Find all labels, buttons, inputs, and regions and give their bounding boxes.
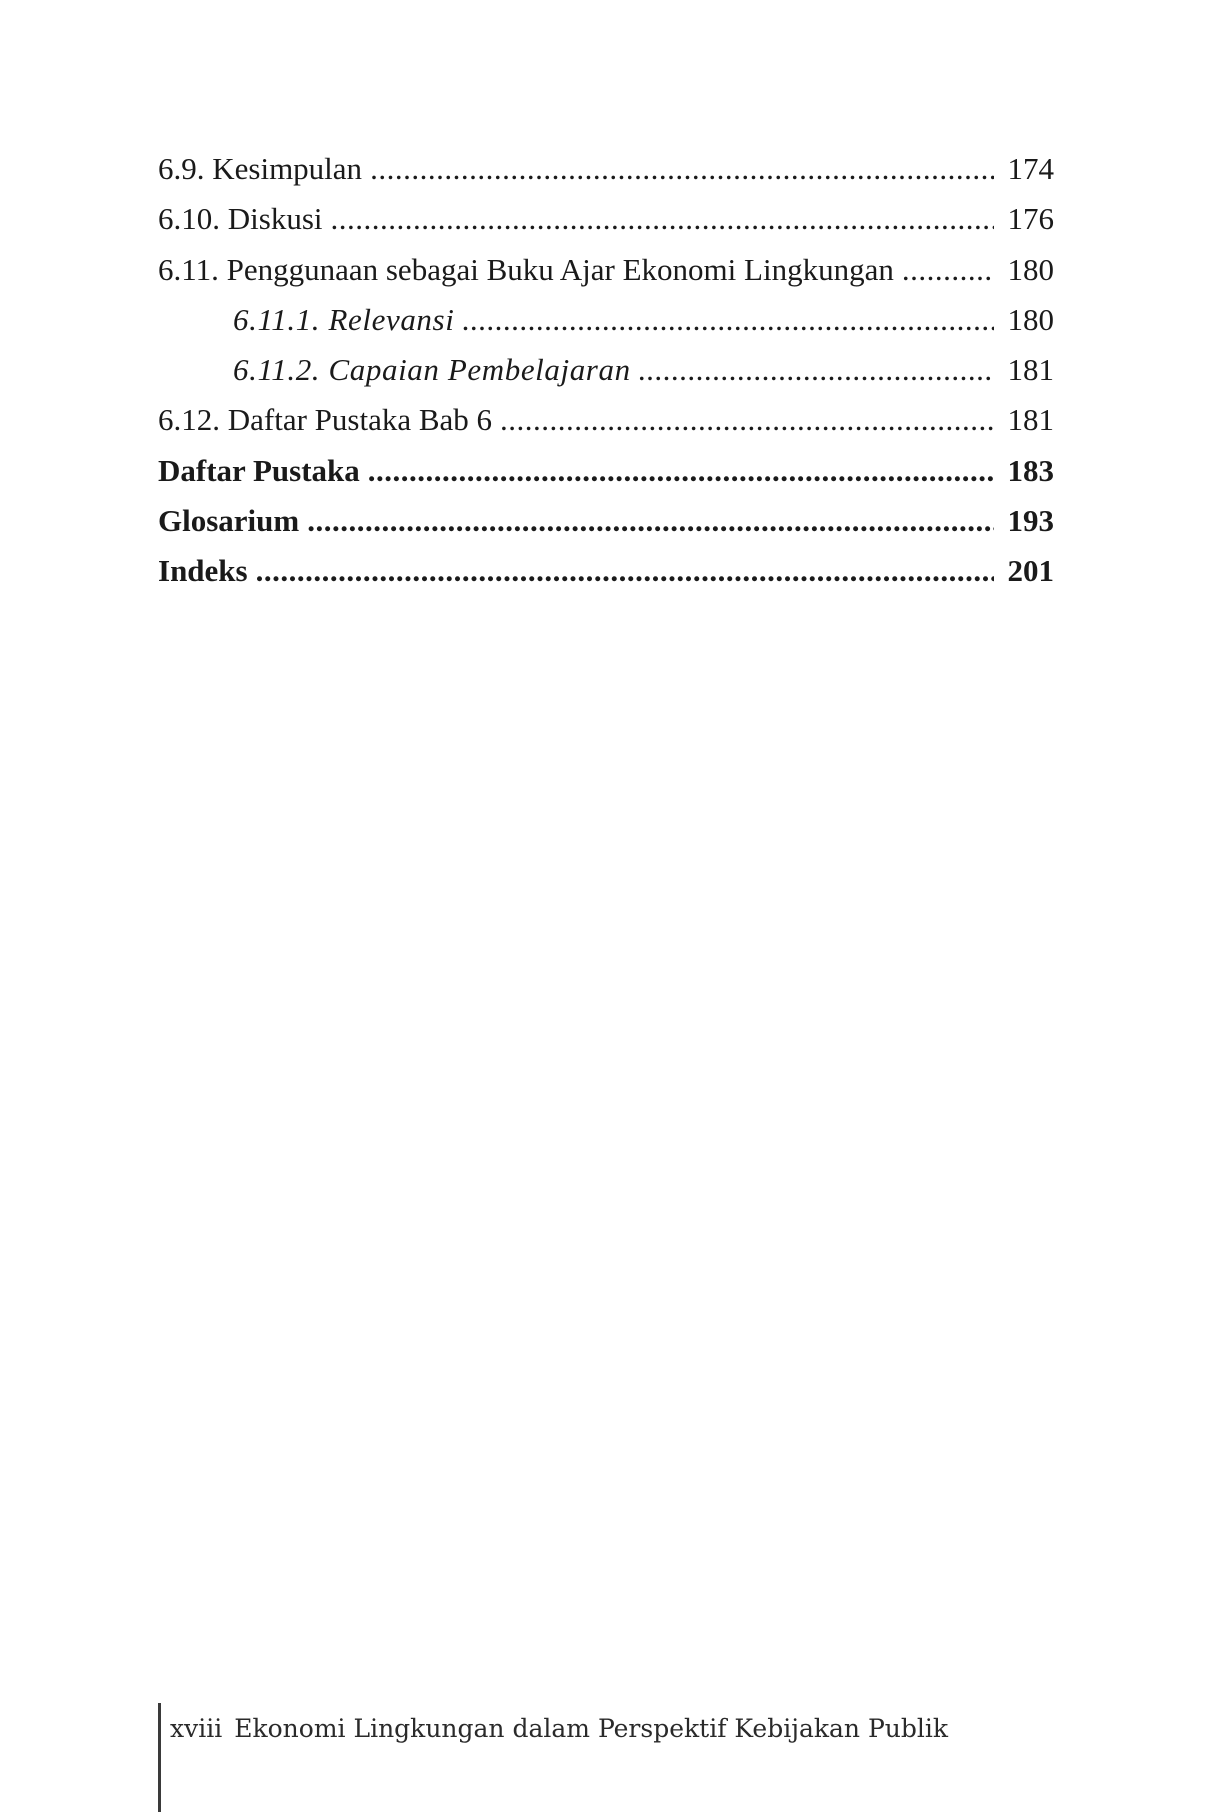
toc-entry-page: 176 [1007,201,1054,237]
toc-entry-title: Daftar Pustaka [158,452,360,488]
toc-entry-title: 6.10. Diskusi [158,201,323,237]
toc-entry-diskusi[interactable] [158,194,1054,244]
toc-dot-leader [639,345,994,395]
toc-dot-leader [370,144,994,194]
toc-entry-page: 180 [1007,301,1054,337]
page-footer [170,1714,948,1743]
toc-dot-leader [256,546,994,596]
toc-entry-title: 6.12. Daftar Pustaka Bab 6 [158,402,493,438]
toc-entry-kesimpulan[interactable] [158,144,1054,194]
toc-dot-leader [331,194,995,244]
toc-entry-indeks[interactable] [158,546,1054,596]
toc-entry-capaian-pembelajaran[interactable] [158,345,1054,395]
toc-entry-relevansi[interactable] [158,295,1054,345]
toc-entry-page: 174 [1007,151,1054,186]
toc-dot-leader [368,446,994,496]
toc-entry-title: Indeks [158,553,248,589]
toc-dot-leader [500,395,994,445]
toc-entry-page: 181 [1007,352,1054,388]
toc-dot-leader [307,496,994,546]
toc-entry-daftar-pustaka[interactable] [158,446,1054,496]
toc-entry-page: 183 [1007,452,1054,488]
toc-dot-leader [902,245,994,295]
toc-dot-leader [462,295,994,345]
toc-entry-title: Glosarium [158,503,300,539]
toc-entry-page: 181 [1007,402,1054,438]
toc-entry-title: 6.11. Penggunaan sebagai Buku Ajar Ekonomi Lingkungan [158,251,894,287]
footer-book-title: Ekonomi Lingkungan dalam Perspektif Kebijakan Publik [234,1714,949,1743]
toc-entry-page: 193 [1007,503,1054,539]
table-of-contents [158,144,1054,597]
footer-margin-rule [158,1703,161,1812]
toc-entry-buku-ajar[interactable] [158,245,1054,295]
footer-page-number: xviii [170,1714,223,1743]
toc-entry-glosarium[interactable] [158,496,1054,546]
toc-entry-title: 6.11.1. Relevansi [233,301,455,337]
toc-entry-page: 180 [1007,251,1054,287]
toc-entry-title: 6.9. Kesimpulan [158,151,363,186]
toc-entry-daftar-pustaka-bab-6[interactable] [158,395,1054,445]
toc-entry-page: 201 [1007,553,1054,589]
toc-entry-title: 6.11.2. Capaian Pembelajaran [233,352,631,388]
